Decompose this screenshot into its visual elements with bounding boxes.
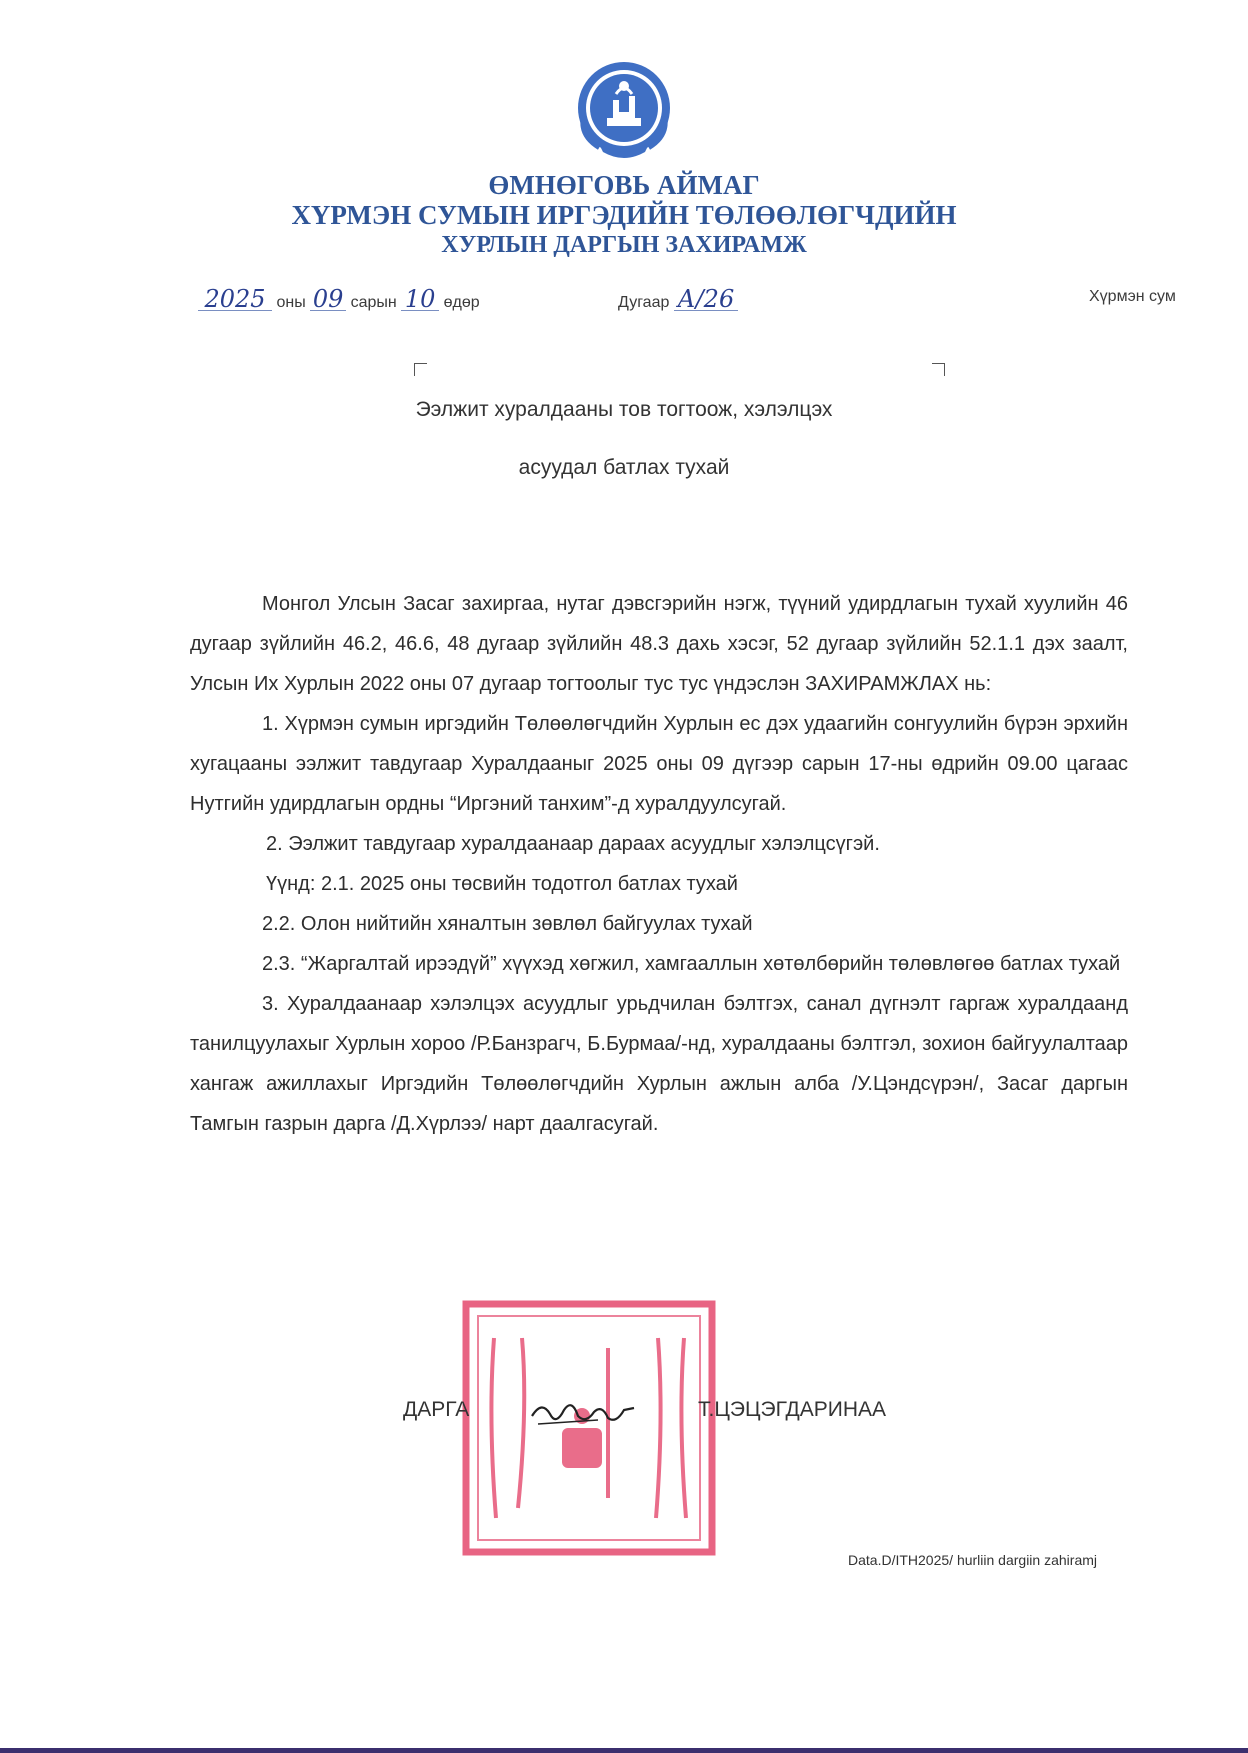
state-emblem-icon [569, 56, 679, 166]
header-aimag: ӨМНӨГОВЬ АЙМАГ [488, 170, 760, 200]
number-label: Дугаар [618, 294, 670, 311]
number-value: А/26 [674, 288, 738, 311]
date-year-label: оны [276, 294, 306, 311]
item-3-paragraph: 3. Хуралдаанаар хэлэлцэх асуудлыг урьдчилан бэлтгэх, санал дүгнэлт гаргаж хуралдаанд танилцуулахыг Хурлын хороо /Р.Банзрагч, Б.Бурмаа/-нд, хуралдааны бэлтгэл, зохион байгуулалтаар хангаж ажиллахыг Иргэдийн Төлөөлөгчдийн Хурлын ажлын алба /У.Цэндсүрэн/, Засаг даргын Тамгын газрын дарга /Д.Хүрлээ/ нарт даалгасугай. [190, 993, 1128, 1135]
date-day: 10 [401, 288, 439, 311]
item-2-paragraph: 2. Ээлжит тавдугаар хуралдаанаар дараах асуудлыг хэлэлцсүгэй. [266, 833, 880, 855]
header-council: ХҮРМЭН СУМЫН ИРГЭДИЙН ТӨЛӨӨЛӨГЧДИЙН [291, 200, 957, 230]
date-day-label: өдөр [443, 294, 480, 311]
document-number [618, 285, 738, 313]
place: Хүрмэн сум [1089, 288, 1176, 305]
subject-bracket-left [414, 363, 427, 376]
item-2-3: 2.3. “Жаргалтай ирээдүй” хүүхэд хөгжил, хамгааллын хөтөлбөрийн төлөвлөгөө батлах тухай [262, 953, 1121, 975]
preamble-paragraph: Монгол Улсын Засаг захиргаа, нутаг дэвсгэрийн нэгж, түүний удирдлагын тухай хуулийн 46 дугаар зүйлийн 46.2, 46.6, 48 дугаар зүйлийн 48.3 дахь хэсэг, 52 дугаар зүйлийн 52.1.1 дэх заалт, Улсын Их Хурлын 2022 оны 07 дугаар тогтоолыг тус тус үндэслэн ЗАХИРАМЖЛАХ нь: [190, 593, 1128, 695]
document-body [190, 584, 1128, 1144]
subject-line-2: асуудал батлах тухай [518, 456, 730, 479]
item-2-2: 2.2. Олон нийтийн хяналтын зөвлөл байгуулах тухай [262, 913, 753, 935]
date-year: 2025 [198, 288, 272, 311]
date-month-label: сарын [350, 294, 397, 311]
header-doc-type: ХУРЛЫН ДАРГЫН ЗАХИРАМЖ [441, 232, 807, 258]
signatory-name: Т.ЦЭЦЭГДАРИНАА [698, 1398, 887, 1421]
item-1-paragraph: 1. Хүрмэн сумын иргэдийн Төлөөлөгчдийн Хурлын ес дэх удаагийн сонгуулийн бүрэн эрхийн хугацааны ээлжит тавдугаар Хуралдааныг 2025 оны 09 дүгээр сарын 17-ны өдрийн 09.00 цагаас Нутгийн удирдлагын ордны “Иргэний танхим”-д хуралдуулсугай. [190, 713, 1128, 815]
item-2-1: Үүнд: 2.1. 2025 оны төсвийн тодотгол батлах тухай [266, 873, 738, 895]
signature-icon [528, 1394, 638, 1434]
signatory-title: ДАРГА [403, 1398, 470, 1421]
subject-bracket-right [932, 363, 945, 376]
document-reference: Data.D/ITH2025/ hurliin dargiin zahiramj [848, 1552, 1097, 1568]
date-line [198, 285, 480, 313]
date-month: 09 [310, 288, 346, 311]
subject-line-1: Ээлжит хуралдааны тов тогтоож, хэлэлцэх [415, 398, 833, 421]
page-edge [0, 1748, 1248, 1753]
